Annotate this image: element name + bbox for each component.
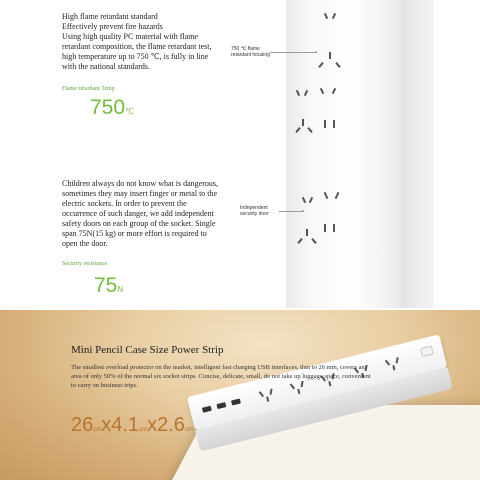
power-strip-closeup [286,0,406,308]
dim-length-unit: cm [93,427,102,433]
socket-three-pin-4 [322,188,342,210]
socket-two-pin-3 [322,118,338,134]
dim-height-unit: cm [184,427,193,433]
dim-height: 2.6 [157,414,185,436]
socket-two-pin-5 [322,222,338,238]
dim-width: 4.1 [111,414,140,436]
socket-three-pin-3 [296,118,320,138]
mini-size-section [0,310,480,480]
security-resistance-unit: N [117,285,124,294]
door-annotation-leader [279,211,303,212]
dim-sep-1: x [101,414,112,436]
door-annotation-dot [302,210,304,212]
socket-three-pin-1 [318,51,342,71]
security-resistance-number: 75 [94,274,118,297]
usb-port-2 [216,402,226,409]
flame-retardant-paragraph: High flame retardant standard Effectively prevent fire hazards Using high quality PC material with flame retardant composition, the flame retardant test, high temperature up to 750 ℃, is fully in line with the national standards. [62,12,212,71]
socket-two-pin-1 [324,10,338,24]
dim-sep-2: x [147,414,158,436]
mini-section-title: Mini Pencil Case Size Power Strip [71,344,224,356]
usb-port-1 [202,406,212,413]
dim-length: 26 [71,414,94,436]
flame-annotation-leader [270,52,316,53]
security-paragraph: Children always do not know what is dangerous, sometimes they may insert finger or metal to the electric sockets. In order to prevent the occurrence of such danger, we add independent safety doors on each group of the socket. Single span 75N(15 kg) or more effort is required to open the door. [62,179,218,248]
power-switch [420,345,434,357]
flame-temp-number: 750 [90,96,126,119]
socket-two-pin-2 [296,88,310,100]
dimensions-readout [71,414,193,437]
socket-photo-5 [381,352,407,375]
socket-three-pin-2 [317,82,341,102]
flame-housing-annotation: 750 ℃ flame retardant housing [231,46,270,58]
dim-width-unit: cm [139,427,148,433]
security-door-annotation: Independent security door [240,205,269,217]
mini-section-description: The smallest overload protector on the market, intelligent fast charging USB interfaces, thin to 26 mm, covers an area of only 50% of the normal six socket strips. Concise, delicate, small, do not take up luggage space, convenient to carry on business trips. [71,364,371,389]
security-resistance-value [94,274,123,298]
socket-two-pin-4 [300,196,316,210]
socket-three-pin-5 [296,228,320,248]
security-resistance-label: Security resistance [62,261,108,267]
usb-port-3 [231,398,241,405]
flame-retardant-label: Flame retardant Temp [62,86,115,92]
flame-temp-unit: ℃ [125,107,135,116]
flame-annotation-dot [315,51,317,53]
flame-temp-value [90,96,134,120]
